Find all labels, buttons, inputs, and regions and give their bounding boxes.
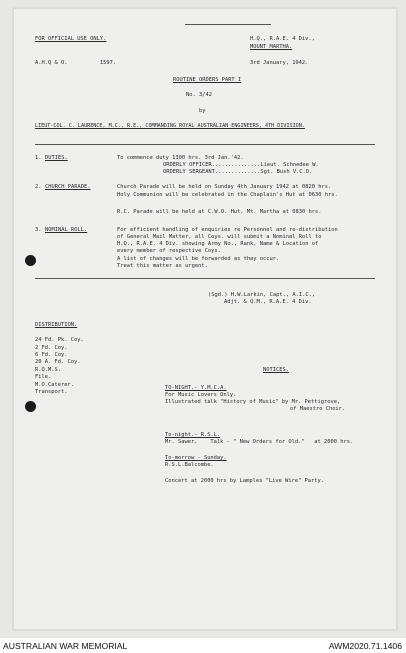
order-2-text: Holy Communion will be celebrated in the Chaplain's Hut at 0630 hrs. [117, 192, 338, 198]
order-3-text: of General Mail Matter, all Coys. will submit a Nominal Roll to [117, 234, 322, 240]
hq-line-2: MOUNT MARTHA. [250, 44, 293, 50]
distribution-item: M.O.Caterer. [35, 382, 74, 388]
title-by: by [199, 108, 206, 114]
punch-hole-bottom [25, 401, 36, 412]
reference-number: A.H.Q & O. 1597. [35, 60, 117, 66]
distribution-item: R.Q.M.S. [35, 367, 61, 373]
notice-1-label: TO-NIGHT.- Y.M.C.A. [165, 385, 227, 391]
distribution-item: File. [35, 374, 52, 380]
notice-3-text: R.S.L.Balcombe. [165, 462, 214, 468]
order-number: No. 3/42 [186, 92, 212, 98]
order-2-number: 2. [35, 184, 42, 190]
notice-3-label: To-morrow - Sunday. [165, 455, 227, 461]
notice-1-text: For Music Lovers Only. [165, 392, 237, 398]
section-rule [35, 278, 375, 279]
order-1-text: ORDERLY OFFICER...............Lieut. Schnedee W. [163, 162, 319, 168]
order-2-text: Church Parade will be held on Sunday 4th January 1942 at 0820 hrs. [117, 184, 332, 190]
hq-line-1: H.Q., R.A.E. 4 Div., [250, 36, 315, 42]
order-1-text: ORDERLY SERGEANT..............Sgt. Bush V.C.O. [163, 169, 313, 175]
order-2-heading: CHURCH PARADE. [45, 184, 91, 190]
signature-line-1: (Sgd.) H.W.Larkin, Capt., A.I.C., [208, 292, 316, 298]
notice-1-text: Illustrated talk "History of Music" by Mr. Pettigrove, [165, 399, 341, 405]
order-3-text: every member of respective Coys. [117, 248, 221, 254]
order-1-heading: DUTIES. [45, 155, 68, 161]
signature-line-2: Adjt. & Q.M., R.A.E. 4 Div. [224, 299, 312, 305]
order-3-text: Treat this matter as urgent. [117, 263, 208, 269]
punch-hole-top [25, 255, 36, 266]
order-2-text: R.C. Parade will be held at C.W.O. Hut, Mt. Martha at 0830 hrs. [117, 209, 322, 215]
notice-2-label: To-night.- R.S.L. [165, 432, 221, 438]
distribution-item: 24 Fd. Pk. Coy. [35, 337, 84, 343]
footer-accession-number: AWM2020.71.1406 [328, 641, 402, 651]
order-1-text: To commence duty 1300 hrs. 3rd Jan.'42. [117, 155, 244, 161]
document-date: 3rd January, 1942. [250, 60, 309, 66]
distribution-item: 2 Fd. Coy. [35, 345, 68, 351]
header-short-rule [185, 24, 271, 25]
title-rule [35, 144, 375, 145]
document-title: ROUTINE ORDERS PART I [173, 77, 242, 83]
order-3-text: H.Q., R.A.E. 4 Div. showing Army No., Rank, Name & Location of [117, 241, 319, 247]
order-3-heading: NOMINAL ROLL. [45, 227, 88, 233]
distribution-heading: DISTRIBUTION. [35, 322, 78, 328]
distribution-item: Transport. [35, 389, 68, 395]
distribution-item: 20 A. Fd. Coy. [35, 359, 81, 365]
authority-line: LIEUT-COL. C. LAURENCE, M.C., R.E., COMMANDING ROYAL AUSTRALIAN ENGINEERS, 4TH DIVISION. [35, 123, 305, 129]
footer-archive-name: AUSTRALIAN WAR MEMORIAL [3, 641, 128, 651]
order-3-text: A list of changes will be forwarded as they occur. [117, 256, 280, 262]
classification-label: FOR OFFICIAL USE ONLY. [35, 36, 107, 42]
document-page [13, 8, 397, 630]
notice-1-text: of Maestro Choir. [290, 406, 346, 412]
notice-2-text: Mr. Sawer, Talk - " New Orders for Old." at 2000 hrs. [165, 439, 354, 445]
order-1-number: 1. [35, 155, 42, 161]
order-3-number: 3. [35, 227, 42, 233]
distribution-item: 6 Fd. Coy. [35, 352, 68, 358]
order-3-text: For efficient handling of enquiries re Personnel and re-distribution [117, 227, 338, 233]
notices-heading: NOTICES. [263, 367, 289, 373]
notice-3-text: Concert at 2000 hrs by Lamples "Live Wire" Party. [165, 478, 325, 484]
